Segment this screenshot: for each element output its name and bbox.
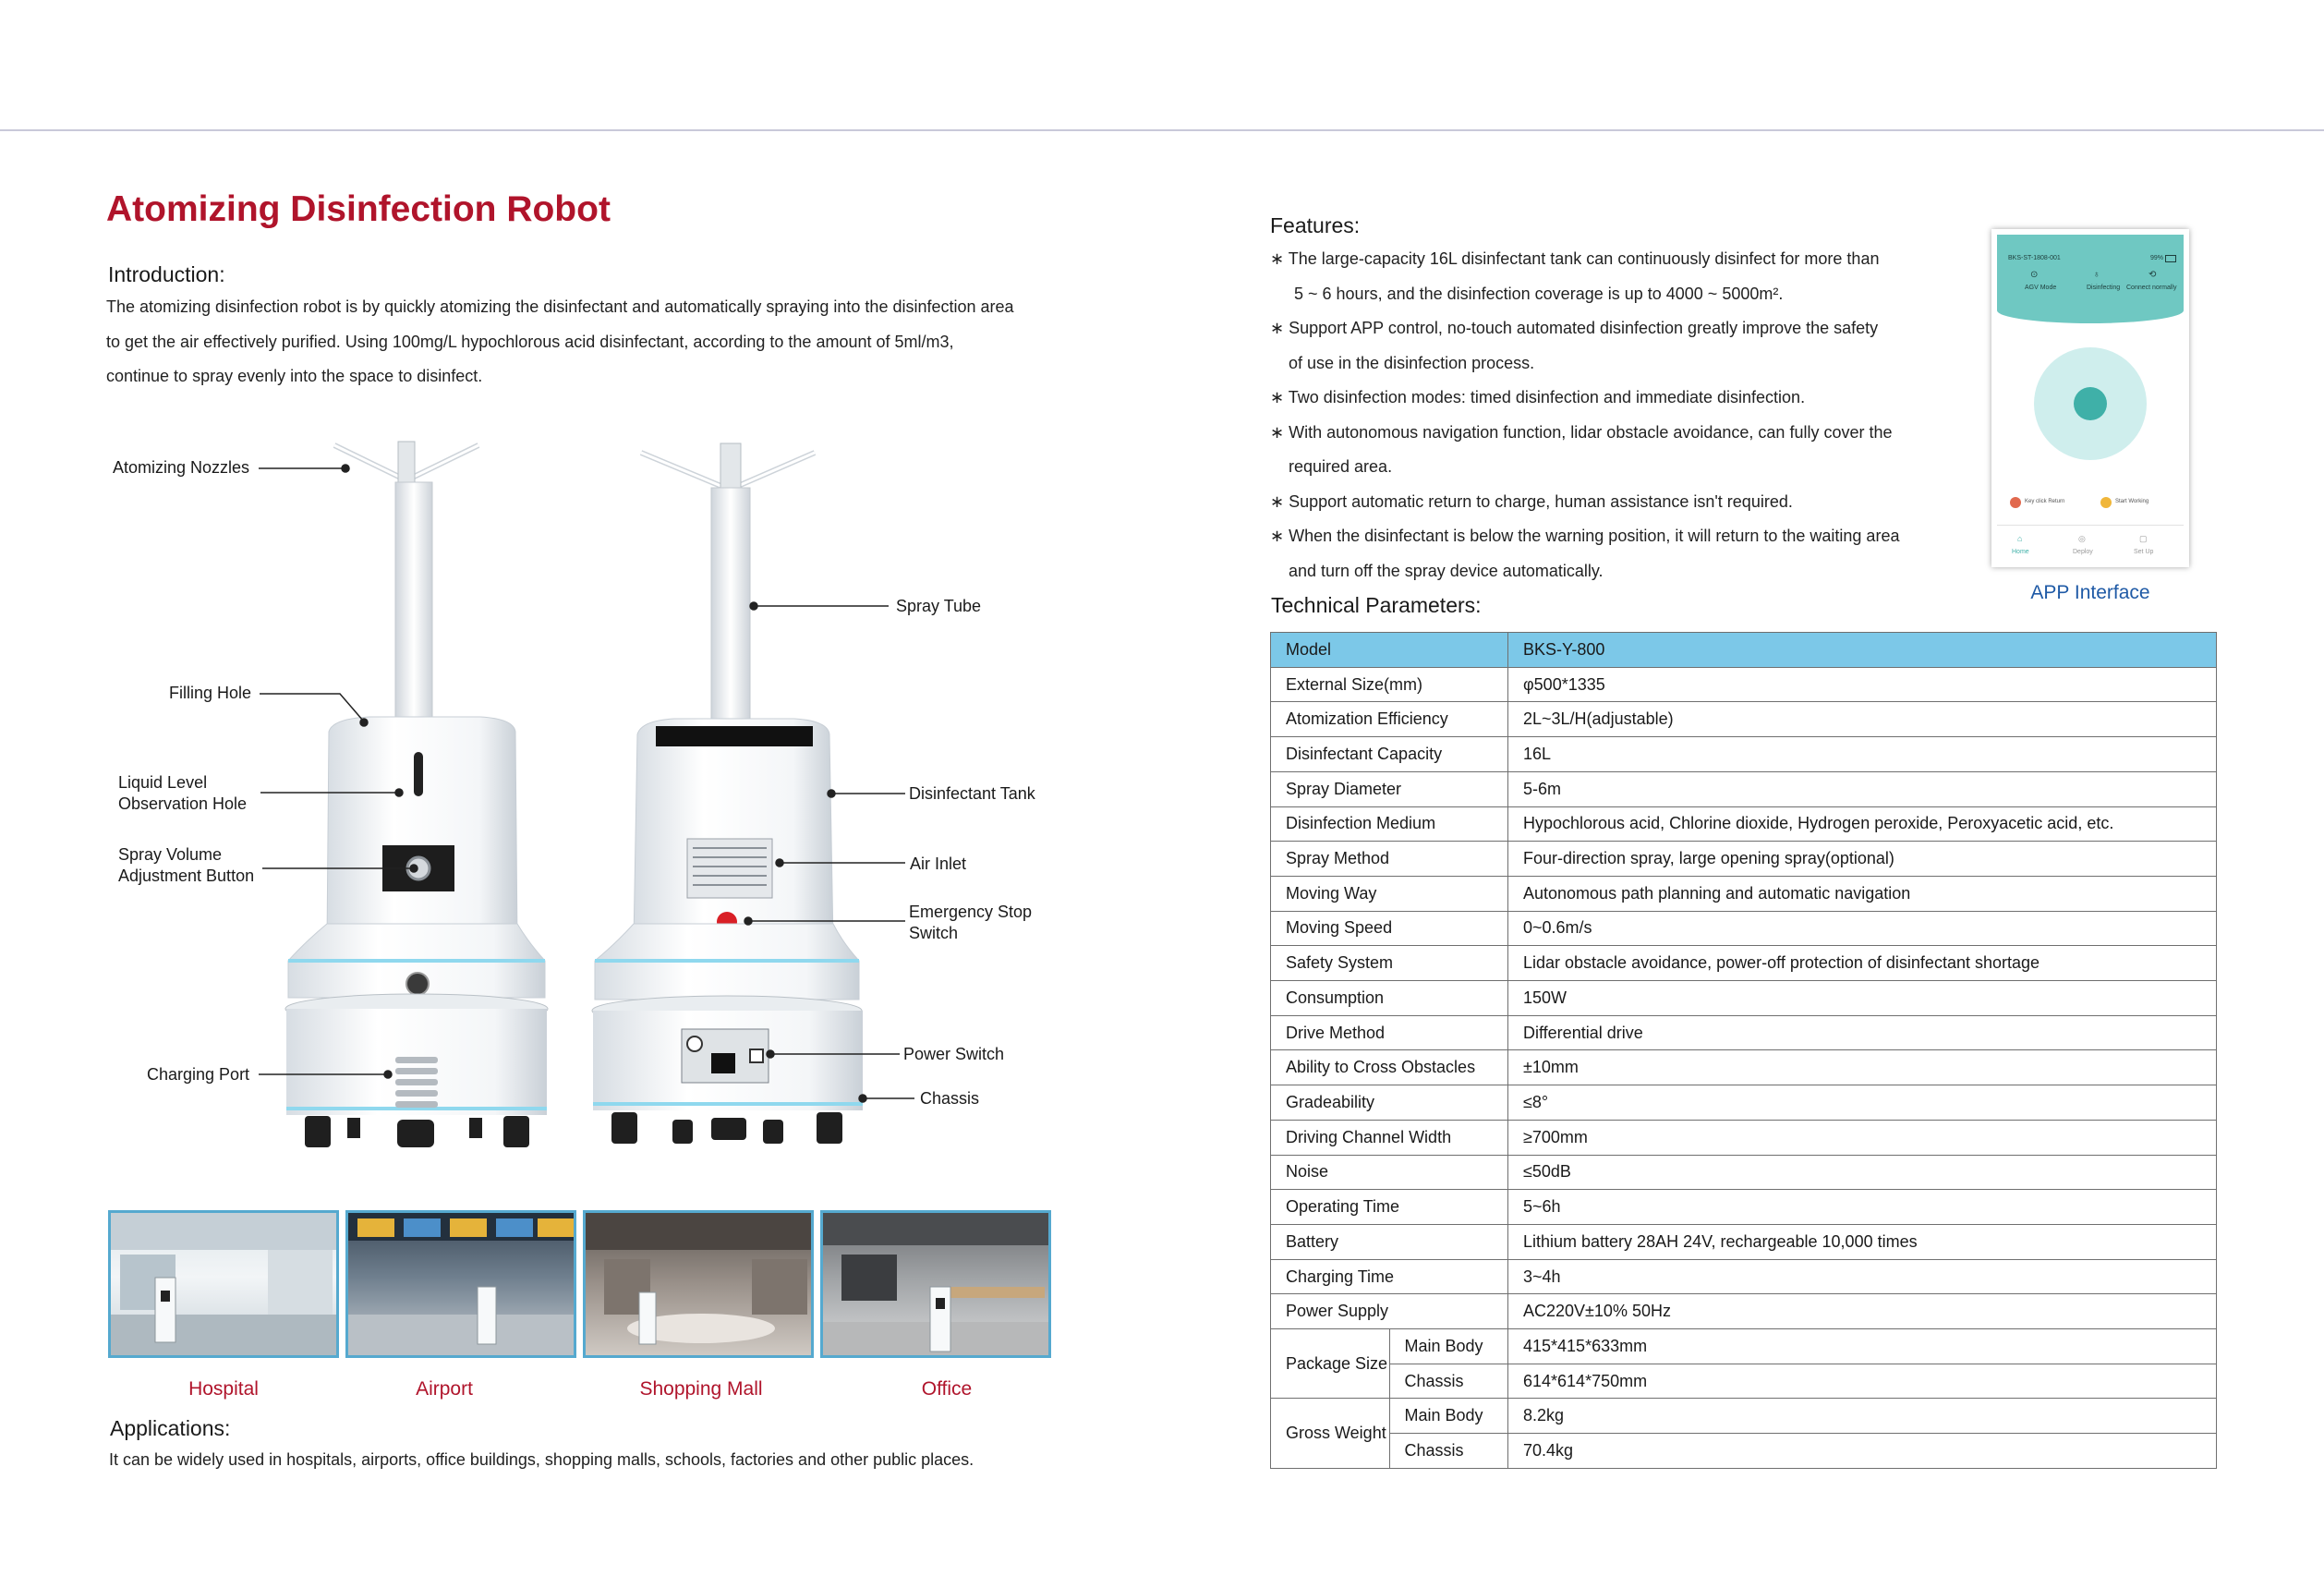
battery-icon: [2165, 255, 2176, 262]
table-row: [1271, 1259, 2217, 1294]
features-list: [1270, 242, 1899, 588]
applications-heading: Applications:: [110, 1416, 231, 1440]
feature-item: [1270, 416, 1899, 451]
page-title: Atomizing Disinfection Robot: [106, 189, 611, 229]
param-name: Gross Weight: [1271, 1399, 1390, 1469]
table-row: [1271, 1399, 2217, 1434]
feature-item-cont: 5 ~ 6 hours, and the disinfection coverage is up to 4000 ~ 5000m².: [1294, 284, 1784, 303]
app-tab-home[interactable]: Home: [2012, 549, 2029, 555]
param-value: 8.2kg: [1508, 1399, 2217, 1434]
param-name: Disinfection Medium: [1271, 806, 1508, 842]
photo-label-hospital: Hospital: [188, 1378, 259, 1400]
introduction-line: continue to spray evenly into the space to disinfect.: [106, 367, 483, 385]
app-header: [1997, 235, 2184, 323]
param-name: External Size(mm): [1271, 667, 1508, 702]
agv-icon: ⊙: [2030, 270, 2039, 280]
label-power-switch: Power Switch: [903, 1045, 1005, 1063]
photo-label-shopping-mall: Shopping Mall: [639, 1378, 763, 1400]
app-tab-divider: [1997, 525, 2184, 526]
feature-text: When the disinfectant is below the warning position, it will return to the waiting area: [1289, 527, 1900, 545]
label-charging-port: Charging Port: [147, 1065, 250, 1084]
introduction-heading: Introduction:: [108, 262, 225, 286]
param-value: ≤8°: [1508, 1085, 2217, 1121]
param-value: 16L: [1508, 737, 2217, 772]
app-return-button[interactable]: Key click Return: [2025, 499, 2065, 504]
feature-text: Two disinfection modes: timed disinfection and immediate disinfection.: [1288, 388, 1806, 406]
label-spray-tube: Spray Tube: [896, 597, 982, 615]
label-emergency-stop: [909, 902, 1032, 944]
bullet-icon: ∗: [1270, 319, 1285, 337]
label-line: Observation Hole: [118, 794, 248, 813]
param-name: Operating Time: [1271, 1190, 1508, 1225]
table-header-row: [1271, 633, 2217, 668]
feature-item: [1270, 485, 1899, 520]
robot-rear-view: [592, 443, 863, 1144]
shopping-mall-photo: [583, 1210, 814, 1358]
param-subname: Chassis: [1389, 1364, 1508, 1399]
bullet-icon: ∗: [1270, 527, 1285, 545]
param-name: Spray Method: [1271, 842, 1508, 877]
table-row: [1271, 876, 2217, 911]
office-scene: [823, 1213, 1051, 1358]
param-name: Moving Way: [1271, 876, 1508, 911]
bullet-icon: ∗: [1270, 249, 1285, 268]
features-heading: Features:: [1270, 213, 1361, 237]
label-line: Switch: [909, 924, 959, 942]
hospital-scene: [111, 1213, 339, 1358]
bullet-icon: ∗: [1270, 388, 1285, 406]
settings-icon: ▢: [2139, 534, 2148, 543]
param-value: Hypochlorous acid, Chlorine dioxide, Hydrogen peroxide, Peroxyacetic acid, etc.: [1508, 806, 2217, 842]
table-row: [1271, 911, 2217, 946]
airport-scene: [348, 1213, 576, 1358]
param-name: Charging Time: [1271, 1259, 1508, 1294]
table-row: [1271, 1155, 2217, 1190]
feature-item: [1270, 242, 1899, 277]
label-disinfectant-tank: Disinfectant Tank: [909, 784, 1035, 803]
photo-label-office: Office: [921, 1378, 973, 1400]
feature-text: Support APP control, no-touch automated disinfection greatly improve the safety: [1289, 319, 1879, 337]
param-value: φ500*1335: [1508, 667, 2217, 702]
app-start-button[interactable]: Start Working: [2115, 499, 2149, 504]
param-name: Safety System: [1271, 946, 1508, 981]
param-name: Spray Diameter: [1271, 771, 1508, 806]
shopping-mall-scene: [586, 1213, 814, 1358]
param-subname: Main Body: [1389, 1329, 1508, 1364]
applications-text: It can be widely used in hospitals, airports, office buildings, shopping malls, schools, factories and other public places.: [109, 1450, 974, 1469]
label-liquid-level: [118, 772, 247, 815]
table-row: [1271, 737, 2217, 772]
table-header-cell: BKS-Y-800: [1508, 633, 2217, 668]
param-value: ≤50dB: [1508, 1155, 2217, 1190]
spray-icon: ♁: [2093, 270, 2100, 280]
home-icon: ⌂: [2017, 534, 2023, 543]
app-mode-agv[interactable]: AGV Mode: [2025, 285, 2057, 291]
bullet-icon: ∗: [1270, 422, 1285, 442]
param-subname: Chassis: [1389, 1434, 1508, 1469]
param-value: Differential drive: [1508, 1015, 2217, 1050]
header-divider: [0, 129, 2324, 131]
param-value: 415*415*633mm: [1508, 1329, 2217, 1364]
introduction-line: The atomizing disinfection robot is by quickly atomizing the disinfectant and automatically spraying into the disinfection area: [106, 297, 1014, 316]
table-row: [1271, 771, 2217, 806]
table-row: [1271, 1294, 2217, 1329]
table-row: [1271, 1015, 2217, 1050]
technical-parameters-table: [1270, 632, 2217, 1469]
table-row: [1271, 1434, 2217, 1469]
bullet-icon: ∗: [1270, 491, 1285, 511]
table-row: [1271, 1190, 2217, 1225]
param-value: 2L~3L/H(adjustable): [1508, 702, 2217, 737]
param-name: Noise: [1271, 1155, 1508, 1190]
app-interface-caption: APP Interface: [2030, 582, 2150, 603]
app-tab-deploy[interactable]: Deploy: [2073, 549, 2093, 555]
param-value: AC220V±10% 50Hz: [1508, 1294, 2217, 1329]
app-tab-setup[interactable]: Set Up: [2134, 549, 2154, 555]
table-row: [1271, 1085, 2217, 1121]
label-filling-hole: Filling Hole: [169, 684, 252, 702]
feature-item-cont: required area.: [1289, 457, 1393, 476]
table-row: [1271, 1364, 2217, 1399]
introduction-text: [106, 290, 1014, 394]
technical-parameters-heading: Technical Parameters:: [1271, 593, 1482, 617]
param-value: Four-direction spray, large opening spray(optional): [1508, 842, 2217, 877]
start-icon: [2100, 497, 2112, 508]
table-row: [1271, 1329, 2217, 1364]
table-header-cell: Model: [1271, 633, 1508, 668]
param-name: Package Size: [1271, 1329, 1390, 1399]
app-mode-connect[interactable]: Connect normally: [2126, 285, 2177, 291]
table-row: [1271, 1120, 2217, 1155]
param-value: 614*614*750mm: [1508, 1364, 2217, 1399]
feature-item: [1270, 519, 1899, 554]
param-subname: Main Body: [1389, 1399, 1508, 1434]
param-name: Consumption: [1271, 981, 1508, 1016]
table-row: [1271, 702, 2217, 737]
param-value: 0~0.6m/s: [1508, 911, 2217, 946]
table-row: [1271, 806, 2217, 842]
app-control-dot[interactable]: [2074, 387, 2107, 420]
feature-text: The large-capacity 16L disinfectant tank can continuously disinfect for more than: [1288, 249, 1880, 268]
feature-item-cont: and turn off the spray device automatically.: [1289, 561, 1604, 580]
feature-text: With autonomous navigation function, lidar obstacle avoidance, can fully cover the: [1289, 422, 1893, 442]
feature-item-cont: of use in the disinfection process.: [1289, 353, 1535, 372]
table-row: [1271, 1050, 2217, 1085]
label-line: Adjustment Button: [118, 867, 255, 885]
table-row: [1271, 842, 2217, 877]
connect-icon: ⟲: [2148, 270, 2157, 280]
label-line: Emergency Stop: [909, 903, 1033, 921]
label-atomizing-nozzles: Atomizing Nozzles: [113, 458, 250, 477]
deploy-icon: ◎: [2078, 534, 2086, 543]
table-row: [1271, 667, 2217, 702]
label-line: Spray Volume: [118, 845, 223, 864]
app-mode-disinfecting[interactable]: Disinfecting: [2087, 285, 2121, 291]
param-name: Drive Method: [1271, 1015, 1508, 1050]
param-value: Autonomous path planning and automatic navigation: [1508, 876, 2217, 911]
param-value: 150W: [1508, 981, 2217, 1016]
param-value: ±10mm: [1508, 1050, 2217, 1085]
table-row: [1271, 981, 2217, 1016]
param-value: Lithium battery 28AH 24V, rechargeable 10,000 times: [1508, 1224, 2217, 1259]
param-name: Gradeability: [1271, 1085, 1508, 1121]
param-value: 5-6m: [1508, 771, 2217, 806]
param-value: ≥700mm: [1508, 1120, 2217, 1155]
hospital-photo: [108, 1210, 339, 1358]
param-name: Disinfectant Capacity: [1271, 737, 1508, 772]
param-name: Atomization Efficiency: [1271, 702, 1508, 737]
app-control-circle[interactable]: [2034, 347, 2147, 460]
param-value: 70.4kg: [1508, 1434, 2217, 1469]
robot-front-view: [285, 442, 548, 1147]
param-value: 3~4h: [1508, 1259, 2217, 1294]
label-spray-volume: [118, 844, 254, 887]
param-name: Driving Channel Width: [1271, 1120, 1508, 1155]
app-phone-mockup: [1991, 229, 2189, 567]
param-name: Moving Speed: [1271, 911, 1508, 946]
param-name: Ability to Cross Obstacles: [1271, 1050, 1508, 1085]
photo-label-airport: Airport: [416, 1378, 473, 1400]
feature-item: [1270, 311, 1899, 346]
introduction-line: to get the air effectively purified. Using 100mg/L hypochlorous acid disinfectant, according to the amount of 5ml/m3,: [106, 332, 954, 351]
feature-item: [1270, 381, 1899, 416]
table-row: [1271, 1224, 2217, 1259]
office-photo: [820, 1210, 1051, 1358]
feature-text: Support automatic return to charge, human assistance isn't required.: [1289, 491, 1793, 511]
app-battery: 99%: [2149, 255, 2163, 261]
param-value: 5~6h: [1508, 1190, 2217, 1225]
param-value: Lidar obstacle avoidance, power-off protection of disinfectant shortage: [1508, 946, 2217, 981]
return-icon: [2010, 497, 2021, 508]
airport-photo: [345, 1210, 576, 1358]
table-row: [1271, 946, 2217, 981]
param-name: Power Supply: [1271, 1294, 1508, 1329]
label-air-inlet: Air Inlet: [910, 855, 967, 873]
app-device-id: BKS-ST-1808-001: [2008, 255, 2061, 261]
label-line: Liquid Level: [118, 773, 208, 792]
label-chassis: Chassis: [920, 1089, 980, 1108]
param-name: Battery: [1271, 1224, 1508, 1259]
